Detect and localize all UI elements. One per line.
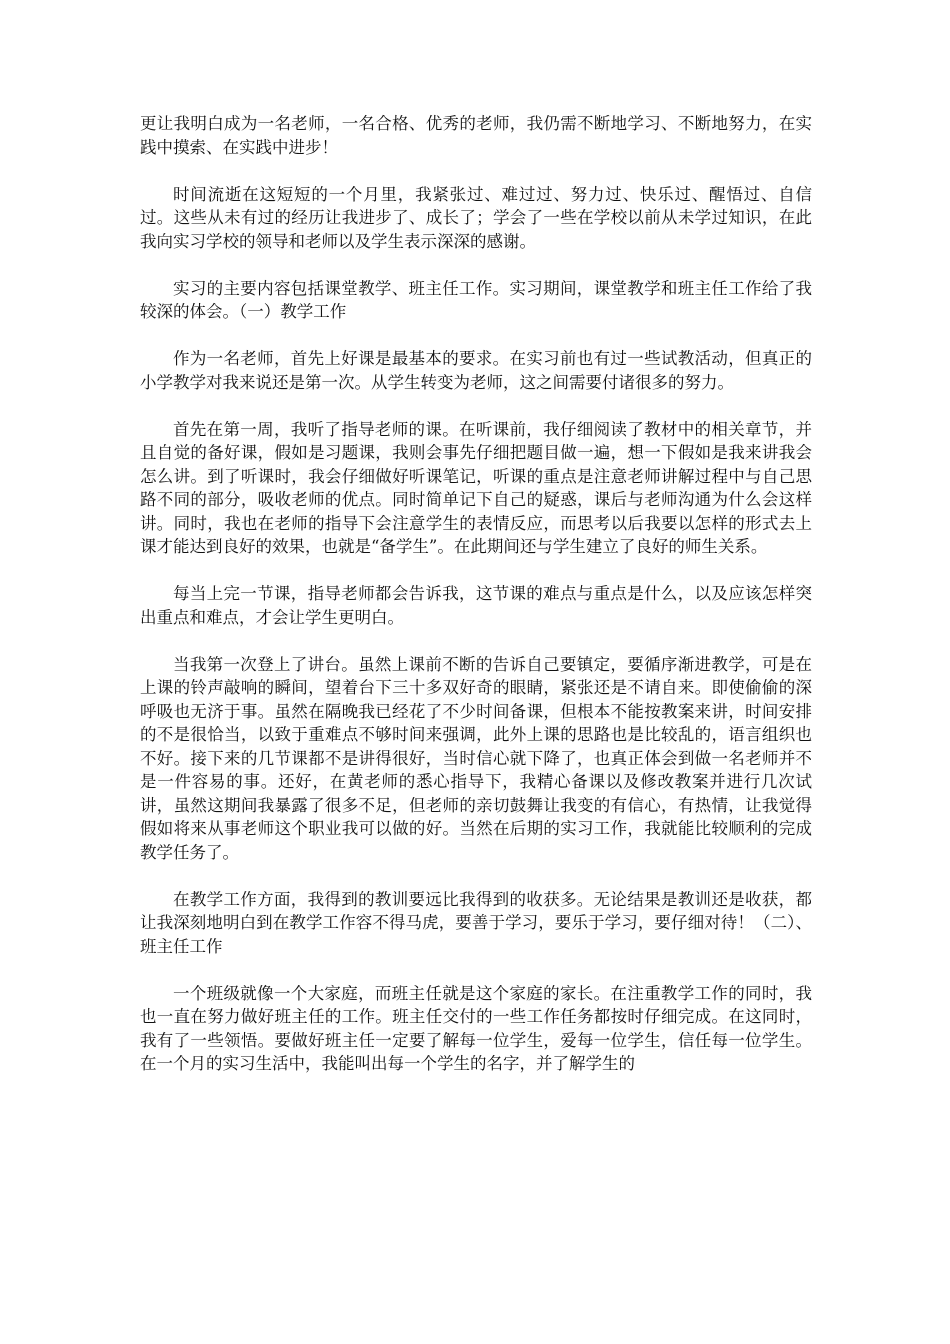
paragraph-3: 实习的主要内容包括课堂教学、班主任工作。实习期间，课堂教学和班主任工作给了我较深的体会。（一）教学工作 — [140, 278, 812, 321]
paragraph-9: 一个班级就像一个大家庭，而班主任就是这个家庭的家长。在注重教学工作的同时，我也一直在努力做好班主任的工作。班主任交付的一些工作任务都按时仔细完成。在这同时，我有了一些领悟。要做好班主任一定要了解每一位学生，爱每一位学生，信任每一位学生。在一个月的实习生活中，我能叫出每一个学生的名字，并了解学生的 — [140, 983, 812, 1073]
paragraph-4: 作为一名老师，首先上好课是最基本的要求。在实习前也有过一些试教活动，但真正的小学教学对我来说还是第一次。从学生转变为老师，这之间需要付诸很多的努力。 — [140, 349, 812, 392]
document-page — [140, 112, 812, 1099]
paragraph-2: 时间流逝在这短短的一个月里，我紧张过、难过过、努力过、快乐过、醒悟过、自信过。这些从未有过的经历让我进步了、成长了；学会了一些在学校以前从未学过知识，在此我向实习学校的领导和老师以及学生表示深深的感谢。 — [140, 184, 812, 251]
paragraph-8: 在教学工作方面，我得到的教训要远比我得到的收获多。无论结果是教训还是收获，都让我深刻地明白到在教学工作容不得马虎，要善于学习，要乐于学习，要仔细对待！（二）、班主任工作 — [140, 889, 812, 956]
paragraph-5: 首先在第一周，我听了指导老师的课。在听课前，我仔细阅读了教材中的相关章节，并且自觉的备好课，假如是习题课，我则会事先仔细把题目做一遍，想一下假如是我来讲我会怎么讲。到了听课时，我会仔细做好听课笔记，听课的重点是注意老师讲解过程中与自己思路不同的部分，吸收老师的优点。同时简单记下自己的疑惑，课后与老师沟通为什么会这样讲。同时，我也在老师的指导下会注意学生的表情反应，而思考以后我要以怎样的形式去上课才能达到良好的效果，也就是“备学生”。在此期间还与学生建立了良好的师生关系。 — [140, 419, 812, 556]
paragraph-6: 每当上完一节课，指导老师都会告诉我，这节课的难点与重点是什么，以及应该怎样突出重点和难点，才会让学生更明白。 — [140, 584, 812, 627]
paragraph-1: 更让我明白成为一名老师，一名合格、优秀的老师，我仍需不断地学习、不断地努力，在实践中摸索、在实践中进步！ — [140, 114, 812, 157]
paragraph-7: 当我第一次登上了讲台。虽然上课前不断的告诉自己要镇定，要循序渐进教学，可是在上课的铃声敲响的瞬间，望着台下三十多双好奇的眼睛，紧张还是不请自来。即使偷偷的深呼吸也无济于事。虽然在隔晚我已经花了不少时间备课，但根本不能按教案来讲，时间安排的不是很恰当，以致于重难点不够时间来强调，此外上课的思路也是比较乱的，语言组织也不好。接下来的几节课都不是讲得很好，当时信心就下降了，也真正体会到做一名老师并不是一件容易的事。还好，在黄老师的悉心指导下，我精心备课以及修改教案并进行几次试讲，虽然这期间我暴露了很多不足，但老师的亲切鼓舞让我变的有信心，有热情，让我觉得假如将来从事老师这个职业我可以做的好。当然在后期的实习工作，我就能比较顺利的完成教学任务了。 — [140, 654, 812, 862]
